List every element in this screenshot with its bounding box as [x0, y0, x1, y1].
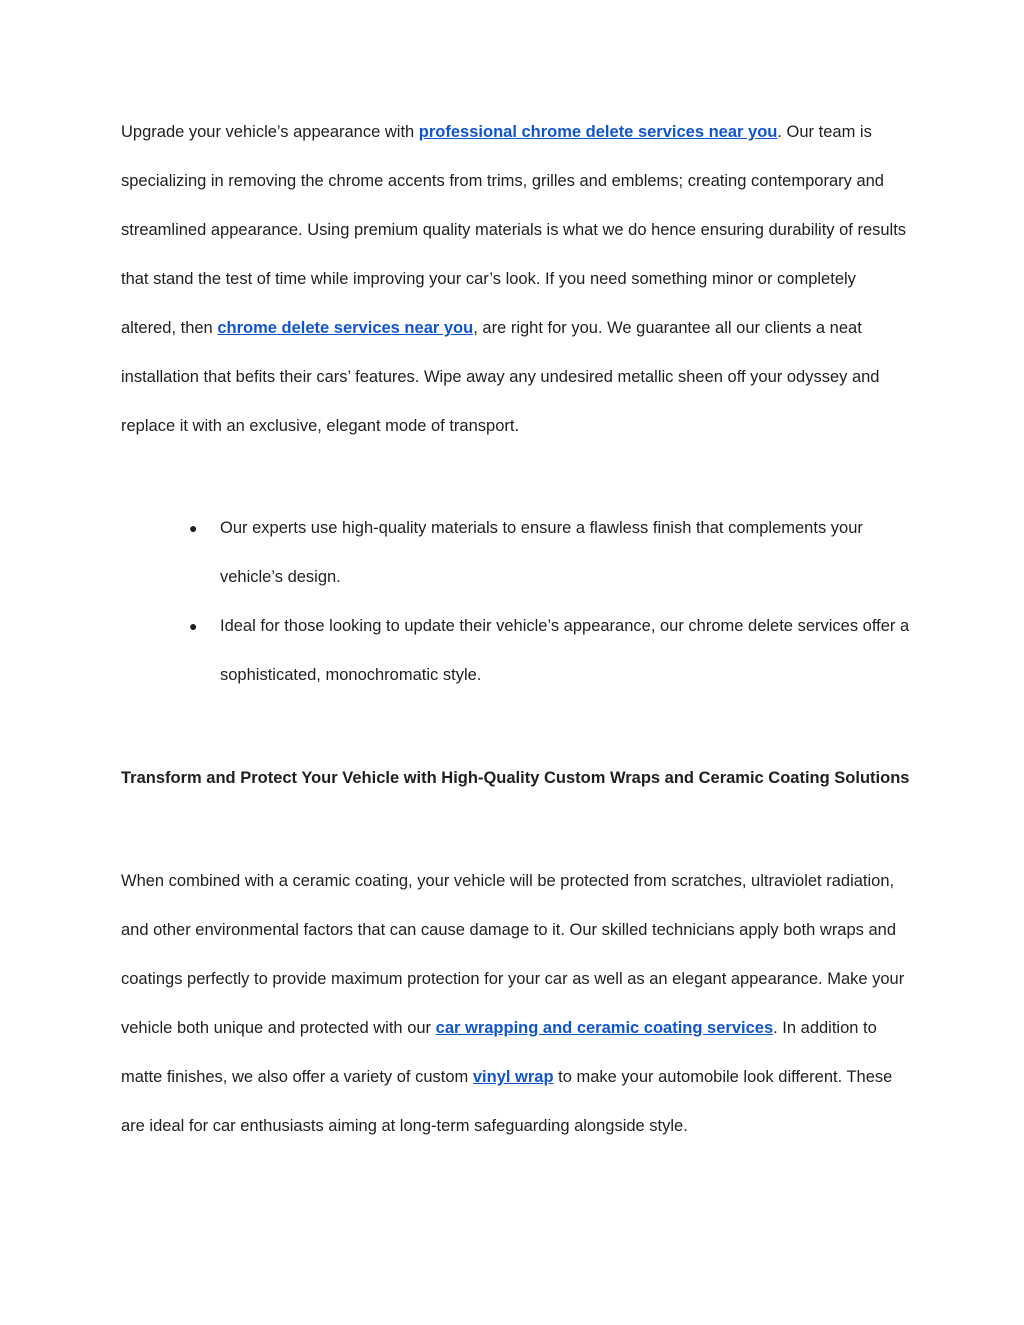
section-heading: Transform and Protect Your Vehicle with High-Quality Custom Wraps and Ceramic Coating Solutions — [121, 769, 910, 787]
intro-text-2: . Our team is specializing in removing the chrome accents from trims, grilles and emblems; creating contemporary and streamlined appearance. Using premium quality materials is what we do hence ensuring durability of results that stand the test of time while improving your car’s look. If you need something minor or completely altered, then — [121, 123, 907, 337]
intro-text-3: , are right for you. We guarantee all our clients a neat installation that befits their cars’ features. Wipe away any undesired metallic sheen off your odyssey and replace it with an exclusive, elegant mode of transport. — [121, 319, 880, 435]
chrome-delete-near-you-link[interactable]: chrome delete services near you — [217, 319, 474, 337]
body-text-1: When combined with a ceramic coating, your vehicle will be protected from scratches, ultraviolet radiation, and other environmental factors that can cause damage to it. Our skilled technicians apply both wraps and coatings perfectly to provide maximum protection for your car as well as an elegant appearance. Make your vehicle both unique and protected with our — [121, 872, 905, 1037]
bullet-icon: ● — [189, 618, 198, 634]
body-paragraph — [121, 857, 911, 1151]
bullet-icon: ● — [189, 520, 198, 536]
intro-text-1: Upgrade your vehicle’s appearance with — [121, 123, 419, 141]
intro-paragraph — [121, 108, 911, 451]
chrome-delete-professional-link[interactable]: professional chrome delete services near you — [418, 123, 778, 141]
list-item-text: Our experts use high-quality materials to ensure a flawless finish that complements your vehicle’s design. — [220, 519, 863, 586]
car-wrapping-ceramic-coating-link[interactable]: car wrapping and ceramic coating services — [435, 1019, 774, 1037]
list-item-text: Ideal for those looking to update their vehicle’s appearance, our chrome delete services offer a sophisticated, monochromatic style. — [220, 617, 910, 684]
body-text-3: to make your automobile look different. These are ideal for car enthusiasts aiming at long-term safeguarding alongside style. — [121, 1068, 893, 1135]
list-item — [121, 602, 911, 700]
vinyl-wrap-link[interactable]: vinyl wrap — [472, 1068, 554, 1086]
feature-list — [121, 504, 911, 700]
list-item — [121, 504, 911, 602]
body-text-2: . In addition to matte finishes, we also offer a variety of custom — [121, 1019, 877, 1086]
